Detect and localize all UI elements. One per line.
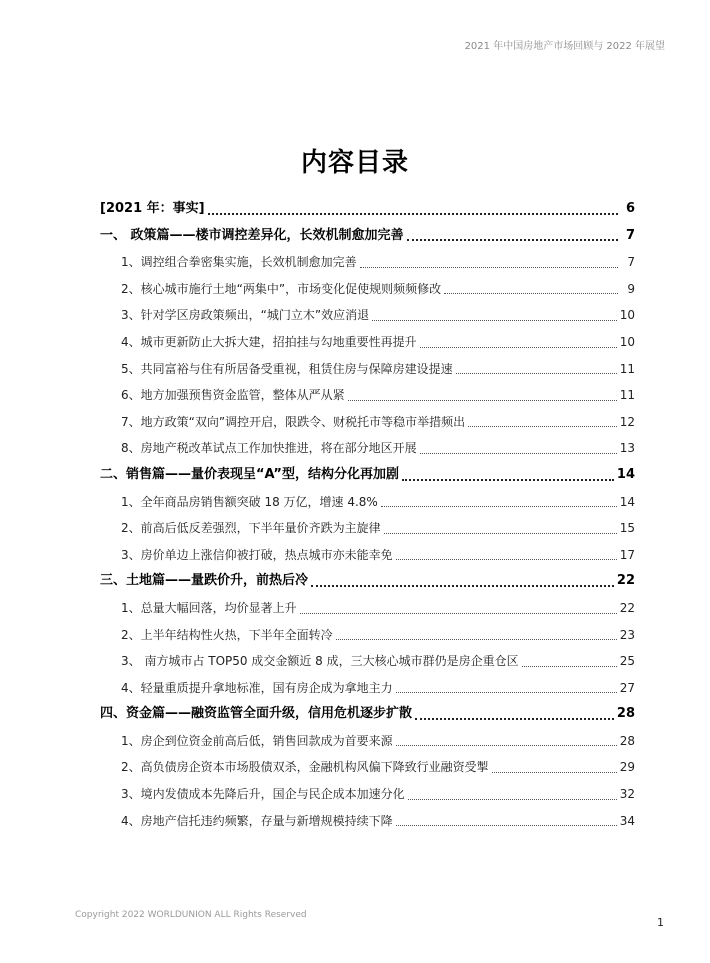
- toc-subentry[interactable]: [100, 622, 635, 649]
- toc-entry-text: 1、调控组合拳密集实施，长效机制愈加完善: [121, 255, 357, 270]
- toc-subentry[interactable]: [100, 808, 635, 835]
- toc-dot-leader: [336, 622, 617, 649]
- toc-page-number: 7: [625, 227, 635, 243]
- toc-entry-text: 4、城市更新防止大拆大建，招拍挂与勾地重要性再提升: [121, 334, 417, 349]
- page-title: 内容目录: [300, 148, 409, 178]
- toc-subentry[interactable]: [100, 542, 635, 569]
- toc-subentry[interactable]: [100, 489, 635, 516]
- toc-entry-text: 8、房地产税改革试点工作加快推进，将在部分地区开展: [121, 441, 417, 456]
- toc-section-entry[interactable]: [100, 462, 635, 489]
- toc-page-number: 11: [619, 388, 635, 403]
- running-header: 2021 年中国房地产市场回顾与 2022 年展望: [464, 41, 665, 52]
- toc-dot-leader: [420, 329, 617, 356]
- toc-entry-text: 二、销售篇——量价表现呈“A”型，结构分化再加剧: [100, 466, 399, 482]
- toc-entry-text: 6、地方加强预售资金监管，整体从严从紧: [121, 388, 345, 403]
- toc-page-number: 25: [619, 654, 635, 669]
- toc-entry-text: 3、针对学区房政策频出，“城门立木”效应消退: [121, 308, 370, 323]
- toc-dot-leader: [208, 196, 618, 223]
- toc-page-number: 11: [619, 361, 635, 376]
- toc-subentry[interactable]: [100, 648, 635, 675]
- page-number: 1: [657, 916, 664, 929]
- toc-page-number: 17: [619, 547, 635, 562]
- toc-dot-leader: [407, 223, 618, 250]
- toc-page-number: 12: [619, 414, 635, 429]
- toc-page-number: 28: [616, 706, 635, 722]
- toc-dot-leader: [384, 515, 617, 542]
- toc-page-number: 6: [625, 201, 635, 216]
- toc-entry-text: 1、总量大幅回落，均价显著上升: [121, 600, 297, 615]
- toc-subentry[interactable]: [100, 728, 635, 755]
- toc-dot-leader: [444, 276, 618, 303]
- toc-dot-leader: [420, 435, 617, 462]
- table-of-contents: [100, 196, 635, 834]
- toc-entry-text: 2、上半年结构性火热，下半年全面转冷: [121, 627, 333, 642]
- copyright-footer: Copyright 2022 WORLDUNION ALL Rights Reserved: [75, 910, 307, 920]
- toc-entry-text: 3、 南方城市占 TOP50 成交金额近 8 成，三大核心城市群仍是房企重仓区: [121, 654, 519, 669]
- toc-entry-text: 1、房企到位资金前高后低，销售回款成为首要来源: [121, 733, 393, 748]
- toc-page-number: 14: [616, 466, 635, 482]
- toc-subentry[interactable]: [100, 515, 635, 542]
- toc-entry-text: 一、 政策篇——楼市调控差异化，长效机制愈加完善: [100, 227, 404, 243]
- toc-dot-leader: [360, 249, 618, 276]
- toc-section-entry[interactable]: [100, 568, 635, 595]
- toc-page-number: 13: [619, 441, 635, 456]
- toc-dot-leader: [311, 568, 614, 595]
- toc-dot-leader: [381, 489, 617, 516]
- toc-page-number: 23: [619, 627, 635, 642]
- toc-entry-text: 2、前高后低反差强烈，下半年量价齐跌为主旋律: [121, 521, 381, 536]
- toc-dot-leader: [402, 462, 614, 489]
- toc-subentry[interactable]: [100, 409, 635, 436]
- toc-entry-text: 2、高负债房企资本市场股债双杀，金融机构风偏下降致行业融资受掣: [121, 760, 489, 775]
- toc-entry-text: 2、核心城市施行土地“两集中”，市场变化促使规则频频修改: [121, 281, 442, 296]
- toc-page-number: 32: [619, 787, 635, 802]
- toc-dot-leader: [492, 754, 617, 781]
- toc-subentry[interactable]: [100, 675, 635, 702]
- toc-dot-leader: [415, 701, 614, 728]
- toc-entry-text: 1、全年商品房销售额突破 18 万亿，增速 4.8%: [121, 494, 378, 509]
- toc-dot-leader: [396, 675, 617, 702]
- toc-subentry[interactable]: [100, 329, 635, 356]
- toc-dot-leader: [408, 781, 617, 808]
- toc-entry-text: [2021 年：事实]: [100, 201, 205, 216]
- toc-entry-text: 三、土地篇——量跌价升，前热后冷: [100, 573, 309, 589]
- toc-subentry[interactable]: [100, 435, 635, 462]
- toc-dot-leader: [522, 648, 617, 675]
- toc-subentry[interactable]: [100, 356, 635, 383]
- toc-dot-leader: [372, 302, 617, 329]
- toc-dot-leader: [396, 542, 617, 569]
- toc-subentry[interactable]: [100, 781, 635, 808]
- toc-subentry[interactable]: [100, 249, 635, 276]
- toc-entry-text: 5、共同富裕与住有所居备受重视，租赁住房与保障房建设提速: [121, 361, 453, 376]
- toc-dot-leader: [456, 356, 617, 383]
- toc-section-entry[interactable]: [100, 701, 635, 728]
- toc-page-number: 14: [619, 494, 635, 509]
- toc-subentry[interactable]: [100, 754, 635, 781]
- toc-entry-text: 4、房地产信托违约频繁，存量与新增规模持续下降: [121, 813, 393, 828]
- toc-section-entry[interactable]: [100, 223, 635, 250]
- toc-entry-text: 四、资金篇——融资监管全面升级，信用危机逐步扩散: [100, 706, 413, 722]
- toc-page-number: 29: [619, 760, 635, 775]
- toc-subentry[interactable]: [100, 595, 635, 622]
- toc-page-number: 34: [619, 813, 635, 828]
- toc-dot-leader: [396, 808, 617, 835]
- toc-page-number: 9: [627, 281, 635, 296]
- toc-page-number: 28: [619, 733, 635, 748]
- toc-page-number: 22: [619, 600, 635, 615]
- toc-subentry[interactable]: [100, 382, 635, 409]
- toc-section-entry[interactable]: [100, 196, 635, 223]
- toc-entry-text: 3、房价单边上涨信仰被打破，热点城市亦未能幸免: [121, 547, 393, 562]
- toc-dot-leader: [348, 382, 617, 409]
- toc-page-number: 7: [627, 255, 635, 270]
- toc-entry-text: 4、轻量重质提升拿地标准，国有房企成为拿地主力: [121, 680, 393, 695]
- toc-page-number: 10: [619, 308, 635, 323]
- toc-subentry[interactable]: [100, 276, 635, 303]
- toc-page-number: 27: [619, 680, 635, 695]
- toc-page-number: 10: [619, 334, 635, 349]
- toc-dot-leader: [468, 409, 617, 436]
- toc-dot-leader: [396, 728, 617, 755]
- toc-page-number: 22: [616, 573, 635, 589]
- toc-page-number: 15: [619, 521, 635, 536]
- toc-entry-text: 7、地方政策“双向”调控开启，限跌令、财税托市等稳市举措频出: [121, 414, 466, 429]
- toc-entry-text: 3、境内发债成本先降后升，国企与民企成本加速分化: [121, 787, 405, 802]
- toc-dot-leader: [300, 595, 617, 622]
- toc-subentry[interactable]: [100, 302, 635, 329]
